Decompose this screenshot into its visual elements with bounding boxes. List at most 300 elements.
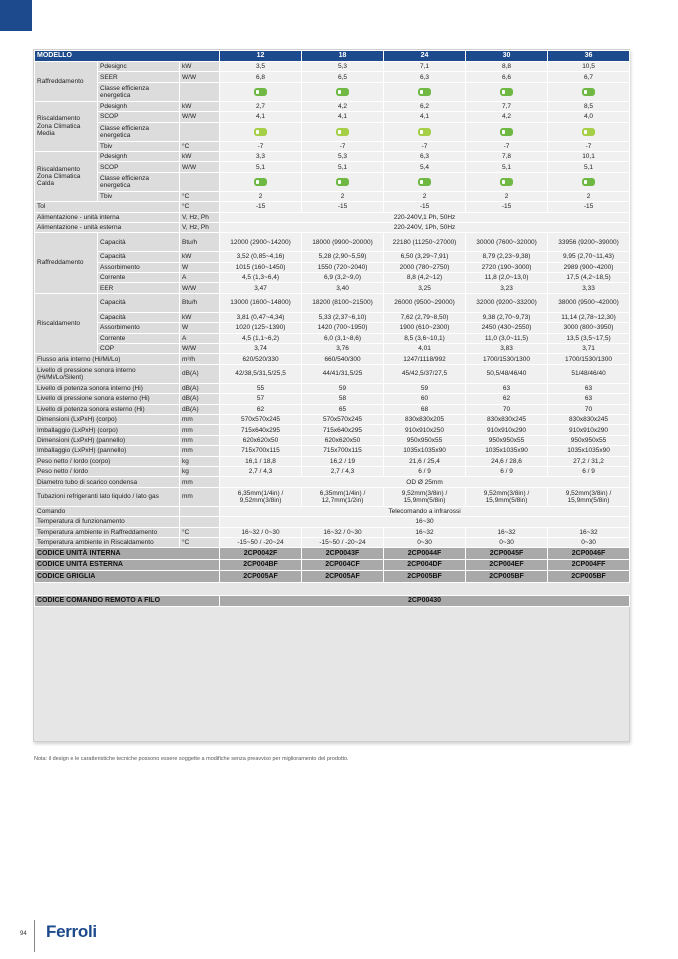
row-value: 4,2 [302,101,384,111]
row-value: 30000 (7600~32000) [466,233,548,252]
row-value: 63 [466,383,548,393]
row-value: 62 [466,394,548,404]
energy-class-badge-icon [500,178,513,186]
code-value: 2CP0044F [384,548,466,560]
table-row [35,477,630,487]
row-unit: °C [180,191,220,201]
header-model-12: 12 [220,51,302,62]
table-row [35,51,630,62]
row-value: 16~32 [466,527,548,537]
row-value: 910x910x290 [466,425,548,435]
table-row [35,222,630,232]
row-unit: Btu/h [180,233,220,252]
row-label: Capacità [98,293,180,312]
energy-class-badge-icon [582,88,595,96]
row-value: 3,33 [548,283,630,293]
energy-class-badge-icon [336,128,349,136]
energy-class-cell [548,172,630,191]
table-row [35,212,630,222]
table-row [35,435,630,445]
row-value: 715x640x295 [220,425,302,435]
energy-class-cell [466,122,548,141]
row-value: 1700/1530/1300 [548,354,630,364]
row-label: SCOP [98,112,180,122]
row-value: 11,8 (2,0~13,0) [466,273,548,283]
code-value: 2CP004EF [466,559,548,571]
row-value: 3,3 [220,151,302,161]
row-value: 6,0 (3,1~8,6) [302,333,384,343]
row-value: 10,1 [548,151,630,161]
row-value: 3,81 (0,47~4,34) [220,312,302,322]
table-row [35,456,630,466]
row-label: COP [98,344,180,354]
row-value: 3,76 [302,344,384,354]
row-unit [180,517,220,527]
row-value: 715x700x115 [302,446,384,456]
table-row [35,537,630,547]
spec-table [34,50,630,607]
table-row [35,323,630,333]
row-value: 6,50 (3,29~7,91) [384,252,466,262]
row-value: 950x950x55 [548,435,630,445]
row-value: 5,1 [302,162,384,172]
row-label: Comando [35,506,180,516]
row-label: Capacità [98,252,180,262]
row-value: 3,83 [466,344,548,354]
table-row [35,151,630,161]
energy-class-cell [384,82,466,101]
row-unit: W/W [180,344,220,354]
row-unit [180,122,220,141]
row-value: 660/540/300 [302,354,384,364]
row-label: Corrente [98,333,180,343]
row-unit: kW [180,151,220,161]
row-value: 910x910x290 [548,425,630,435]
code-value: 2CP004CF [302,559,384,571]
code-value: 2CP0043F [302,548,384,560]
group-label: Raffreddamento [35,233,98,294]
row-unit: mm [180,435,220,445]
row-value: 10,5 [548,62,630,72]
table-row [35,72,630,82]
row-value: 22180 (11250~27000) [384,233,466,252]
energy-class-cell [384,122,466,141]
row-value: 620x620x50 [220,435,302,445]
energy-class-cell [302,82,384,101]
row-label: Temperatura ambiente in Riscaldamento [35,537,180,547]
table-row [35,141,630,151]
row-value: 2 [302,191,384,201]
code-value: 2CP00430 [220,595,630,607]
row-value: 1900 (610~2300) [384,323,466,333]
code-value: 2CP005BF [466,571,548,583]
row-value: 7,8 [466,151,548,161]
row-value: 1035x1035x90 [548,446,630,456]
row-unit: kW [180,62,220,72]
row-label: Pdesignc [98,62,180,72]
row-value: -15 [466,202,548,212]
code-value: 2CP005BF [384,571,466,583]
row-value: 16~32 / 0~30 [220,527,302,537]
row-label: Alimentazione - unità esterna [35,222,180,232]
row-value: 0~30 [548,537,630,547]
table-row [35,252,630,262]
row-value: 1700/1530/1300 [466,354,548,364]
table-row [35,527,630,537]
row-label: EER [98,283,180,293]
row-value: 17,5 (4,2~18,5) [548,273,630,283]
row-value: 7,7 [466,101,548,111]
row-value: 6,35mm(1/4in) / 12,7mm(1/2in) [302,487,384,506]
row-value: 3,71 [548,344,630,354]
table-row [35,446,630,456]
energy-class-cell [302,172,384,191]
table-row [35,283,630,293]
row-unit: W [180,262,220,272]
row-label: SEER [98,72,180,82]
row-value: 570x570x245 [302,414,384,424]
energy-class-badge-icon [254,88,267,96]
row-label: Temperatura ambiente in Raffreddamento [35,527,180,537]
row-value: 51/48/46/40 [548,364,630,383]
code-value: 2CP0045F [466,548,548,560]
row-value: 4,2 [466,112,548,122]
row-value: 6,3 [384,151,466,161]
table-row [35,112,630,122]
row-value: 5,28 (2,90~5,59) [302,252,384,262]
row-label: Peso netto / lordo (corpo) [35,456,180,466]
energy-class-badge-icon [500,128,513,136]
code-label: CODICE COMANDO REMOTO A FILO [35,595,220,607]
spec-table-panel [33,49,630,742]
header-model-30: 30 [466,51,548,62]
row-unit: W [180,323,220,333]
row-value: 16,2 / 19 [302,456,384,466]
ferroli-logo [46,922,97,942]
table-row [35,122,630,141]
row-value: 6,9 (3,2~9,0) [302,273,384,283]
row-unit: V, Hz, Ph [180,222,220,232]
row-value: 6 / 9 [384,466,466,476]
row-value: 3,5 [220,62,302,72]
table-row [35,62,630,72]
code-label: CODICE UNITÀ INTERNA [35,548,220,560]
code-value: 2CP004DF [384,559,466,571]
row-value: 58 [302,394,384,404]
spacer [35,582,630,595]
row-value: 21,6 / 25,4 [384,456,466,466]
table-row [35,293,630,312]
row-unit: mm [180,477,220,487]
row-value: 2,7 / 4,3 [220,466,302,476]
row-value: -15 [302,202,384,212]
table-row [35,425,630,435]
code-label: CODICE GRIGLIA [35,571,220,583]
row-label: Dimensioni (LxPxH) (corpo) [35,414,180,424]
row-value: 7,62 (2,79~8,50) [384,312,466,322]
row-value: 9,38 (2,70~9,73) [466,312,548,322]
table-row [35,82,630,101]
row-value: 0~30 [466,537,548,547]
energy-class-cell [466,172,548,191]
row-unit: A [180,273,220,283]
row-value: 9,95 (2,70~11,43) [548,252,630,262]
row-value: 33956 (9200~39000) [548,233,630,252]
row-value: 3,25 [384,283,466,293]
row-label: Temperatura di funzionamento [35,517,180,527]
row-value: -7 [548,141,630,151]
row-value: 950x950x55 [466,435,548,445]
row-value: 1035x1035x90 [384,446,466,456]
row-label: Classe efficienza energetica [98,122,180,141]
table-row [35,101,630,111]
table-row [35,312,630,322]
row-value: 65 [302,404,384,414]
row-label: SCOP [98,162,180,172]
table-row [35,548,630,560]
row-value: 570x570x245 [220,414,302,424]
row-value: 4,1 [302,112,384,122]
row-value: OD Ø 25mm [220,477,630,487]
row-value: 7,1 [384,62,466,72]
row-value: 5,3 [302,151,384,161]
header-model-36: 36 [548,51,630,62]
row-label: Capacità [98,312,180,322]
row-unit: °C [180,537,220,547]
row-value: 2989 (900~4200) [548,262,630,272]
row-value: 9,52mm(3/8in) / 15,9mm(5/8in) [466,487,548,506]
row-unit: W/W [180,112,220,122]
row-value: 950x950x55 [384,435,466,445]
row-label: Tbiv [98,141,180,151]
row-value: 8,5 (3,6~10,1) [384,333,466,343]
row-value: 6,7 [548,72,630,82]
row-value: 715x700x115 [220,446,302,456]
row-label: Imballaggio (LxPxH) (corpo) [35,425,180,435]
row-value: 16~32 [548,527,630,537]
row-value: 16~32 [384,527,466,537]
logo-text: Ferroli [46,922,97,941]
row-value: -15 [548,202,630,212]
row-label: Livello di potenza sonora esterno (Hi) [35,404,180,414]
row-unit: mm [180,414,220,424]
energy-class-cell [384,172,466,191]
energy-class-badge-icon [418,128,431,136]
row-unit: mm [180,487,220,506]
energy-class-badge-icon [254,178,267,186]
row-value: 32000 (9200~33200) [466,293,548,312]
header-model-label: MODELLO [35,51,220,62]
row-value: 2,7 [220,101,302,111]
row-unit [180,172,220,191]
table-row [35,582,630,595]
row-label: Pdesignh [98,101,180,111]
code-value: 2CP005AF [302,571,384,583]
row-value: 1015 (160~1450) [220,262,302,272]
row-value: 44/41/31,5/25 [302,364,384,383]
energy-class-cell [220,82,302,101]
row-value: 11,0 (3,0~11,5) [466,333,548,343]
row-value: 3,52 (0,85~4,16) [220,252,302,262]
row-value: 830x830x205 [384,414,466,424]
row-unit: kW [180,252,220,262]
footer-divider [34,920,35,952]
row-value: 6,5 [302,72,384,82]
row-value: 3,47 [220,283,302,293]
row-value: 11,14 (2,78~12,30) [548,312,630,322]
row-unit: dB(A) [180,394,220,404]
row-value: -7 [384,141,466,151]
row-label: Peso netto / lordo [35,466,180,476]
energy-class-badge-icon [254,128,267,136]
row-value: 5,1 [220,162,302,172]
row-value: 8,8 (4,2~12) [384,273,466,283]
row-value: 62 [220,404,302,414]
table-row [35,364,630,383]
table-row [35,233,630,252]
row-value: 6,2 [384,101,466,111]
row-value: Telecomando a infrarossi [220,506,630,516]
row-value: 830x830x245 [466,414,548,424]
row-value: 5,1 [466,162,548,172]
row-value: 5,1 [548,162,630,172]
energy-class-cell [548,122,630,141]
row-value: 13000 (1600~14800) [220,293,302,312]
row-unit [180,82,220,101]
row-unit: W/W [180,162,220,172]
row-value: 70 [466,404,548,414]
row-label: Diametro tubo di scarico condensa [35,477,180,487]
row-value: 220-240V, 1Ph, 50Hz [220,222,630,232]
row-value: 4,5 (1,3~6,4) [220,273,302,283]
row-value: 5,33 (2,37~6,10) [302,312,384,322]
row-value: 2720 (190~3000) [466,262,548,272]
code-value: 2CP005AF [220,571,302,583]
row-value: 42/38,5/31,5/25,5 [220,364,302,383]
row-value: 68 [384,404,466,414]
energy-class-badge-icon [418,88,431,96]
row-value: 830x830x245 [548,414,630,424]
row-value: 1020 (125~1390) [220,323,302,333]
row-label: Alimentazione - unità interna [35,212,180,222]
row-value: 2 [220,191,302,201]
energy-class-badge-icon [582,178,595,186]
row-unit: °C [180,141,220,151]
row-value: 6 / 9 [548,466,630,476]
row-value: 70 [548,404,630,414]
row-label: Classe efficienza energetica [98,172,180,191]
row-value: 8,5 [548,101,630,111]
row-value: 8,8 [466,62,548,72]
energy-class-badge-icon [336,178,349,186]
row-value: 27,2 / 31,2 [548,456,630,466]
row-value: 63 [548,394,630,404]
row-value: 2000 (780~2750) [384,262,466,272]
row-value: -7 [302,141,384,151]
row-value: 45/42,5/37/27,5 [384,364,466,383]
row-value: 26000 (9500~29000) [384,293,466,312]
row-label: Capacità [98,233,180,252]
table-row [35,344,630,354]
row-label: Tubazioni refrigeranti lato liquido / lato gas [35,487,180,506]
row-value: 55 [220,383,302,393]
group-label: Riscaldamento Zona Climatica Media [35,101,98,151]
row-value: 16~32 / 0~30 [302,527,384,537]
row-value: 2450 (430~2550) [466,323,548,333]
row-label: Assorbimento [98,323,180,333]
row-unit: dB(A) [180,383,220,393]
row-value: 50,5/48/46/40 [466,364,548,383]
row-unit: mm [180,425,220,435]
row-unit: dB(A) [180,364,220,383]
row-value: 60 [384,394,466,404]
row-value: -7 [466,141,548,151]
code-value: 2CP004BF [220,559,302,571]
row-value: 1247/1118/992 [384,354,466,364]
energy-class-badge-icon [336,88,349,96]
row-label: Imballaggio (LxPxH) (pannello) [35,446,180,456]
row-value: 6,3 [384,72,466,82]
row-label: Pdesignh [98,151,180,161]
row-value: 715x640x295 [302,425,384,435]
row-value: 5,4 [384,162,466,172]
row-value: -7 [220,141,302,151]
row-value: 12000 (2900~14200) [220,233,302,252]
row-value: 1550 (720~2040) [302,262,384,272]
row-value: 1420 (700~1950) [302,323,384,333]
energy-class-cell [466,82,548,101]
table-row [35,506,630,516]
row-value: 5,3 [302,62,384,72]
row-value: 2 [384,191,466,201]
table-row [35,394,630,404]
row-unit: °C [180,527,220,537]
row-unit: kW [180,312,220,322]
row-value: 2 [548,191,630,201]
row-value: 8,79 (2,23~9,38) [466,252,548,262]
row-value: 3000 (800~3950) [548,323,630,333]
row-value: -15~50 / -20~24 [220,537,302,547]
table-row [35,383,630,393]
row-value: 38000 (9500~42000) [548,293,630,312]
row-label: Livello di pressione sonora interno (Hi/Mi/Lo/Silent) [35,364,180,383]
code-value: 2CP0046F [548,548,630,560]
row-value: -15 [384,202,466,212]
row-unit: V, Hz, Ph [180,212,220,222]
row-value: 59 [302,383,384,393]
row-unit: A [180,333,220,343]
row-value: 13,5 (3,5~17,5) [548,333,630,343]
table-row [35,162,630,172]
table-row [35,595,630,607]
energy-class-badge-icon [418,178,431,186]
table-row [35,414,630,424]
row-label: Dimensioni (LxPxH) (pannello) [35,435,180,445]
row-value: 9,52mm(3/8in) / 15,9mm(5/8in) [384,487,466,506]
energy-class-badge-icon [582,128,595,136]
code-value: 2CP0042F [220,548,302,560]
row-value: 2,7 / 4,3 [302,466,384,476]
row-unit: mm [180,446,220,456]
row-value: 4,01 [384,344,466,354]
row-value: -15 [220,202,302,212]
table-row [35,333,630,343]
row-label: Livello di pressione sonora esterno (Hi) [35,394,180,404]
row-value: 910x910x250 [384,425,466,435]
row-value: 620x620x50 [302,435,384,445]
row-unit: W/W [180,283,220,293]
row-label: Tol [35,202,180,212]
